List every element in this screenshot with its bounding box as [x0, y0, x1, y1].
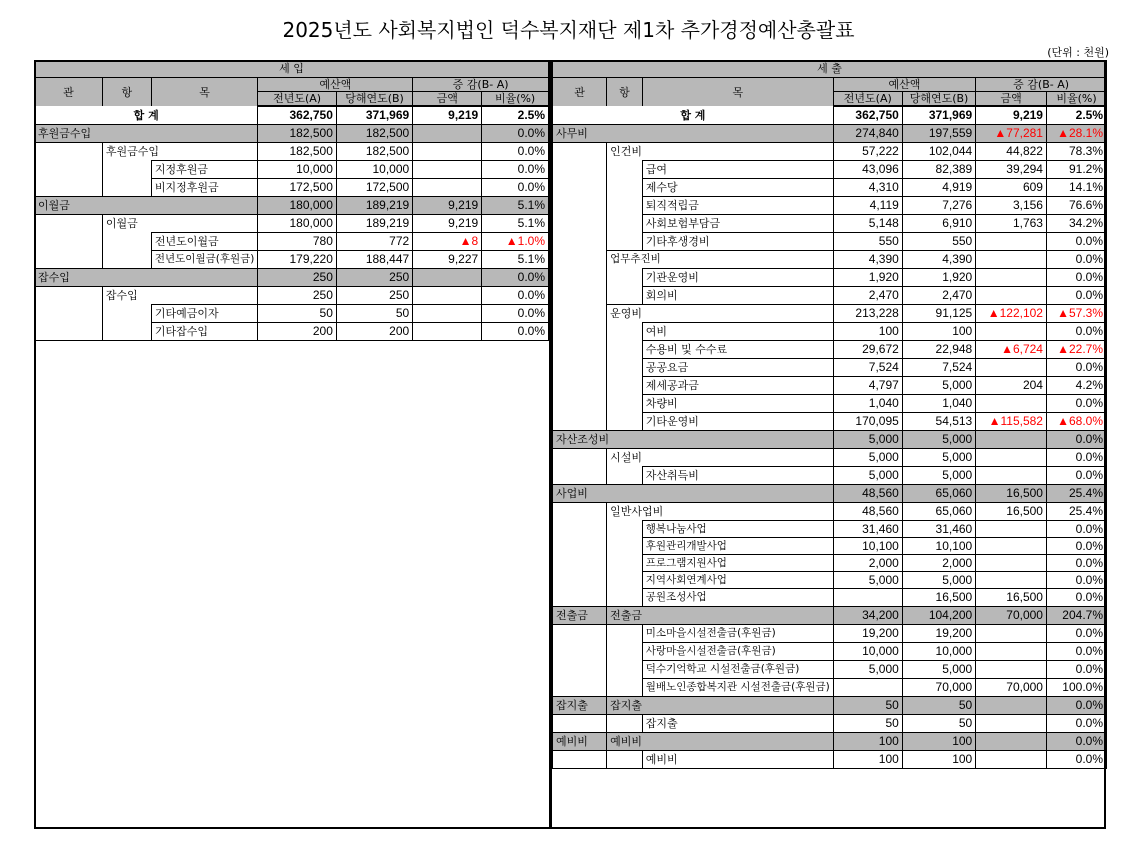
prev-value: 4,390	[833, 251, 902, 269]
prev-value: 4,310	[833, 179, 902, 197]
section-label: 세 출	[553, 60, 1107, 78]
curr-value: 200	[336, 323, 412, 341]
mok-cell: 자산취득비	[642, 467, 833, 485]
prev-value: 274,840	[833, 125, 902, 143]
curr-value: 65,060	[902, 485, 975, 503]
hang-cell: 잡지출	[607, 696, 834, 714]
prev-value: 1,920	[833, 269, 902, 287]
col-hang: 항	[607, 78, 643, 107]
prev-value: 5,000	[833, 431, 902, 449]
col-gwan: 관	[35, 78, 103, 107]
change-ratio: 0.0%	[1046, 538, 1106, 555]
prev-value: 43,096	[833, 161, 902, 179]
change-ratio: 0.0%	[1046, 449, 1106, 467]
mok-cell: 기관운영비	[642, 269, 833, 287]
mok-cell: 잡지출	[642, 714, 833, 732]
curr-value: 50	[902, 714, 975, 732]
prev-value: 213,228	[833, 305, 902, 323]
prev-value: 5,000	[833, 449, 902, 467]
change-amount: 3,156	[976, 197, 1047, 215]
change-ratio: 0.0%	[1046, 323, 1106, 341]
change-ratio: 0.0%	[1046, 732, 1106, 750]
change-ratio: 0.0%	[1046, 660, 1106, 678]
curr-value: 4,390	[902, 251, 975, 269]
change-ratio: 0.0%	[482, 323, 549, 341]
mok-cell: 미소마을시설전출금(후원금)	[642, 624, 833, 642]
mok-cell: 지역사회연계사업	[642, 572, 833, 589]
prev-value: 250	[258, 287, 337, 305]
prev-value: 48,560	[833, 485, 902, 503]
curr-value: 250	[336, 269, 412, 287]
change-amount: 70,000	[976, 606, 1047, 624]
prev-value: 29,672	[833, 341, 902, 359]
prev-value: 4,119	[833, 197, 902, 215]
curr-value: 5,000	[902, 467, 975, 485]
curr-value: 182,500	[336, 143, 412, 161]
mok-cell: 사회보험부담금	[642, 215, 833, 233]
curr-value: 22,948	[902, 341, 975, 359]
prev-value: 7,524	[833, 359, 902, 377]
change-ratio: ▲57.3%	[1046, 305, 1106, 323]
prev-value: 34,200	[833, 606, 902, 624]
hang-cell: 전출금	[607, 606, 834, 624]
curr-value: 7,276	[902, 197, 975, 215]
change-ratio: 76.6%	[1046, 197, 1106, 215]
curr-value: 182,500	[336, 125, 412, 143]
change-amount: 44,822	[976, 143, 1047, 161]
curr-value: 1,040	[902, 395, 975, 413]
unit-label: (단위 : 천원)	[1047, 46, 1109, 59]
total-curr: 371,969	[336, 106, 412, 125]
prev-value: 5,000	[833, 467, 902, 485]
hang-cell: 이월금	[102, 215, 258, 233]
prev-value: 200	[258, 323, 337, 341]
change-ratio: 34.2%	[1046, 215, 1106, 233]
change-ratio: 0.0%	[1046, 714, 1106, 732]
hang-cell: 인건비	[607, 143, 834, 161]
mok-cell: 덕수기억학교 시설전출금(후원금)	[642, 660, 833, 678]
mok-cell: 전년도이월금	[151, 233, 257, 251]
mok-cell: 차량비	[642, 395, 833, 413]
change-ratio: 25.4%	[1046, 503, 1106, 521]
mok-cell: 제수당	[642, 179, 833, 197]
change-amount: 16,500	[976, 503, 1047, 521]
prev-value: 182,500	[258, 143, 337, 161]
mok-cell: 기타잡수입	[151, 323, 257, 341]
prev-value: 250	[258, 269, 337, 287]
total-label: 합 계	[35, 106, 258, 125]
change-ratio: 78.3%	[1046, 143, 1106, 161]
change-amount: 9,219	[413, 215, 482, 233]
change-amount: 9,227	[413, 251, 482, 269]
change-ratio: 5.1%	[482, 215, 549, 233]
change-amount: ▲122,102	[976, 305, 1047, 323]
change-amount: 70,000	[976, 678, 1047, 696]
change-amount: 204	[976, 377, 1047, 395]
col-budget: 예산액	[833, 78, 975, 92]
mok-cell: 기타후생경비	[642, 233, 833, 251]
curr-value: 5,000	[902, 572, 975, 589]
prev-value: 50	[833, 696, 902, 714]
mok-cell: 회의비	[642, 287, 833, 305]
curr-value: 10,000	[336, 161, 412, 179]
curr-value: 5,000	[902, 377, 975, 395]
change-amount: ▲115,582	[976, 413, 1047, 431]
prev-value: 2,000	[833, 555, 902, 572]
change-ratio: 0.0%	[1046, 750, 1106, 768]
change-amount: 16,500	[976, 589, 1047, 607]
curr-value: 91,125	[902, 305, 975, 323]
change-ratio: 0.0%	[1046, 251, 1106, 269]
change-ratio: 0.0%	[1046, 467, 1106, 485]
change-amount: 609	[976, 179, 1047, 197]
change-ratio: 0.0%	[482, 269, 549, 287]
hang-cell: 잡수입	[102, 287, 258, 305]
curr-value: 197,559	[902, 125, 975, 143]
curr-value: 19,200	[902, 624, 975, 642]
prev-value: 780	[258, 233, 337, 251]
change-ratio: 0.0%	[1046, 431, 1106, 449]
col-budget: 예산액	[258, 78, 413, 92]
change-ratio: 0.0%	[482, 179, 549, 197]
curr-value: 1,920	[902, 269, 975, 287]
hang-cell: 시설비	[607, 449, 834, 467]
gwan-cell: 잡수입	[35, 269, 258, 287]
total-ratio: 2.5%	[1046, 106, 1106, 125]
curr-value: 102,044	[902, 143, 975, 161]
col-ratio: 비율(%)	[482, 92, 549, 107]
mok-cell: 프로그램지원사업	[642, 555, 833, 572]
change-ratio: 0.0%	[1046, 395, 1106, 413]
mok-cell: 퇴직적립금	[642, 197, 833, 215]
change-ratio: 0.0%	[1046, 642, 1106, 660]
change-ratio: 204.7%	[1046, 606, 1106, 624]
total-prev: 362,750	[833, 106, 902, 125]
prev-value: 2,470	[833, 287, 902, 305]
change-ratio: 0.0%	[1046, 624, 1106, 642]
col-change: 증 감(B- A)	[976, 78, 1107, 92]
curr-value: 100	[902, 323, 975, 341]
curr-value: 5,000	[902, 660, 975, 678]
mok-cell: 급여	[642, 161, 833, 179]
change-amount: ▲8	[413, 233, 482, 251]
curr-value: 2,000	[902, 555, 975, 572]
col-curr: 당해연도(B)	[902, 92, 975, 107]
change-ratio: 0.0%	[482, 125, 549, 143]
change-amount: 1,763	[976, 215, 1047, 233]
change-ratio: 0.0%	[1046, 359, 1106, 377]
page-title: 2025년도 사회복지법인 덕수복지재단 제1차 추가경정예산총괄표	[282, 18, 855, 42]
prev-value: 50	[258, 305, 337, 323]
change-ratio: 91.2%	[1046, 161, 1106, 179]
mok-cell: 행복나눔사업	[642, 521, 833, 538]
curr-value: 70,000	[902, 678, 975, 696]
curr-value: 31,460	[902, 521, 975, 538]
total-label: 합 계	[553, 106, 834, 125]
prev-value: 100	[833, 732, 902, 750]
change-ratio: 0.0%	[1046, 287, 1106, 305]
prev-value: 4,797	[833, 377, 902, 395]
change-ratio: ▲1.0%	[482, 233, 549, 251]
mok-cell: 여비	[642, 323, 833, 341]
total-amount: 9,219	[976, 106, 1047, 125]
curr-value: 65,060	[902, 503, 975, 521]
change-ratio: 100.0%	[1046, 678, 1106, 696]
prev-value: 5,000	[833, 572, 902, 589]
mok-cell: 기타운영비	[642, 413, 833, 431]
mok-cell: 사랑마을시설전출금(후원금)	[642, 642, 833, 660]
change-ratio: 0.0%	[1046, 521, 1106, 538]
prev-value: 100	[833, 323, 902, 341]
section-label: 세 입	[35, 60, 549, 78]
gwan-cell: 예비비	[553, 732, 607, 750]
mok-cell: 월배노인종합복지관 시설전출금(후원금)	[642, 678, 833, 696]
curr-value: 5,000	[902, 449, 975, 467]
change-amount: ▲77,281	[976, 125, 1047, 143]
total-prev: 362,750	[258, 106, 337, 125]
col-ratio: 비율(%)	[1046, 92, 1106, 107]
total-amount: 9,219	[413, 106, 482, 125]
mok-cell: 공공요금	[642, 359, 833, 377]
mok-cell: 지정후원금	[151, 161, 257, 179]
col-mok: 목	[151, 78, 257, 107]
change-ratio: 0.0%	[482, 161, 549, 179]
change-ratio: 5.1%	[482, 251, 549, 269]
prev-value: 1,040	[833, 395, 902, 413]
curr-value: 188,447	[336, 251, 412, 269]
curr-value: 772	[336, 233, 412, 251]
prev-value: 5,148	[833, 215, 902, 233]
change-ratio: ▲28.1%	[1046, 125, 1106, 143]
curr-value: 10,100	[902, 538, 975, 555]
prev-value: 170,095	[833, 413, 902, 431]
change-ratio: ▲22.7%	[1046, 341, 1106, 359]
curr-value: 50	[336, 305, 412, 323]
change-amount: 9,219	[413, 197, 482, 215]
mok-cell: 기타예금이자	[151, 305, 257, 323]
hang-cell: 후원금수입	[102, 143, 258, 161]
change-ratio: 0.0%	[1046, 589, 1106, 607]
change-ratio: 4.2%	[1046, 377, 1106, 395]
col-hang: 항	[102, 78, 151, 107]
prev-value: 172,500	[258, 179, 337, 197]
change-ratio: 0.0%	[1046, 555, 1106, 572]
change-ratio: 0.0%	[482, 305, 549, 323]
gwan-cell: 전출금	[553, 606, 607, 624]
change-ratio: 0.0%	[482, 287, 549, 305]
mok-cell: 후원관리개발사업	[642, 538, 833, 555]
gwan-cell: 잡지출	[553, 696, 607, 714]
curr-value: 10,000	[902, 642, 975, 660]
curr-value: 550	[902, 233, 975, 251]
curr-value: 16,500	[902, 589, 975, 607]
prev-value: 179,220	[258, 251, 337, 269]
change-amount: 16,500	[976, 485, 1047, 503]
change-ratio: 0.0%	[1046, 269, 1106, 287]
change-ratio: 0.0%	[1046, 572, 1106, 589]
prev-value: 19,200	[833, 624, 902, 642]
prev-value: 48,560	[833, 503, 902, 521]
curr-value: 250	[336, 287, 412, 305]
curr-value: 100	[902, 750, 975, 768]
curr-value: 4,919	[902, 179, 975, 197]
gwan-cell: 이월금	[35, 197, 258, 215]
mok-cell: 비지정후원금	[151, 179, 257, 197]
prev-value: 31,460	[833, 521, 902, 538]
curr-value: 172,500	[336, 179, 412, 197]
change-ratio: 0.0%	[1046, 696, 1106, 714]
curr-value: 6,910	[902, 215, 975, 233]
change-ratio: ▲68.0%	[1046, 413, 1106, 431]
curr-value: 2,470	[902, 287, 975, 305]
prev-value: 10,100	[833, 538, 902, 555]
prev-value: 50	[833, 714, 902, 732]
curr-value: 104,200	[902, 606, 975, 624]
hang-cell: 일반사업비	[607, 503, 834, 521]
mok-cell: 전년도이월금(후원금)	[151, 251, 257, 269]
change-ratio: 0.0%	[1046, 233, 1106, 251]
mok-cell: 공원조성사업	[642, 589, 833, 607]
prev-value: 182,500	[258, 125, 337, 143]
col-curr: 당해연도(B)	[336, 92, 412, 107]
prev-value: 100	[833, 750, 902, 768]
curr-value: 189,219	[336, 215, 412, 233]
curr-value: 50	[902, 696, 975, 714]
total-ratio: 2.5%	[482, 106, 549, 125]
change-ratio: 0.0%	[482, 143, 549, 161]
hang-cell: 예비비	[607, 732, 834, 750]
col-change: 증 감(B- A)	[413, 78, 549, 92]
hang-cell: 업무추진비	[607, 251, 834, 269]
total-curr: 371,969	[902, 106, 975, 125]
curr-value: 54,513	[902, 413, 975, 431]
curr-value: 100	[902, 732, 975, 750]
hang-cell: 운영비	[607, 305, 834, 323]
change-amount: ▲6,724	[976, 341, 1047, 359]
prev-value: 180,000	[258, 215, 337, 233]
gwan-cell: 사업비	[553, 485, 834, 503]
prev-value: 10,000	[833, 642, 902, 660]
col-prev: 전년도(A)	[833, 92, 902, 107]
change-amount: 39,294	[976, 161, 1047, 179]
table-frame	[34, 60, 1106, 829]
mok-cell: 수용비 및 수수료	[642, 341, 833, 359]
prev-value: 57,222	[833, 143, 902, 161]
prev-value: 180,000	[258, 197, 337, 215]
prev-value: 550	[833, 233, 902, 251]
gwan-cell: 후원금수입	[35, 125, 258, 143]
prev-value: 5,000	[833, 660, 902, 678]
change-ratio: 25.4%	[1046, 485, 1106, 503]
col-mok: 목	[642, 78, 833, 107]
curr-value: 7,524	[902, 359, 975, 377]
col-prev: 전년도(A)	[258, 92, 337, 107]
gwan-cell: 자산조성비	[553, 431, 834, 449]
change-ratio: 14.1%	[1046, 179, 1106, 197]
curr-value: 5,000	[902, 431, 975, 449]
col-gwan: 관	[553, 78, 607, 107]
curr-value: 189,219	[336, 197, 412, 215]
curr-value: 82,389	[902, 161, 975, 179]
mok-cell: 제세공과금	[642, 377, 833, 395]
col-amount: 금액	[976, 92, 1047, 107]
prev-value: 10,000	[258, 161, 337, 179]
mok-cell: 예비비	[642, 750, 833, 768]
col-amount: 금액	[413, 92, 482, 107]
change-ratio: 5.1%	[482, 197, 549, 215]
gwan-cell: 사무비	[553, 125, 834, 143]
